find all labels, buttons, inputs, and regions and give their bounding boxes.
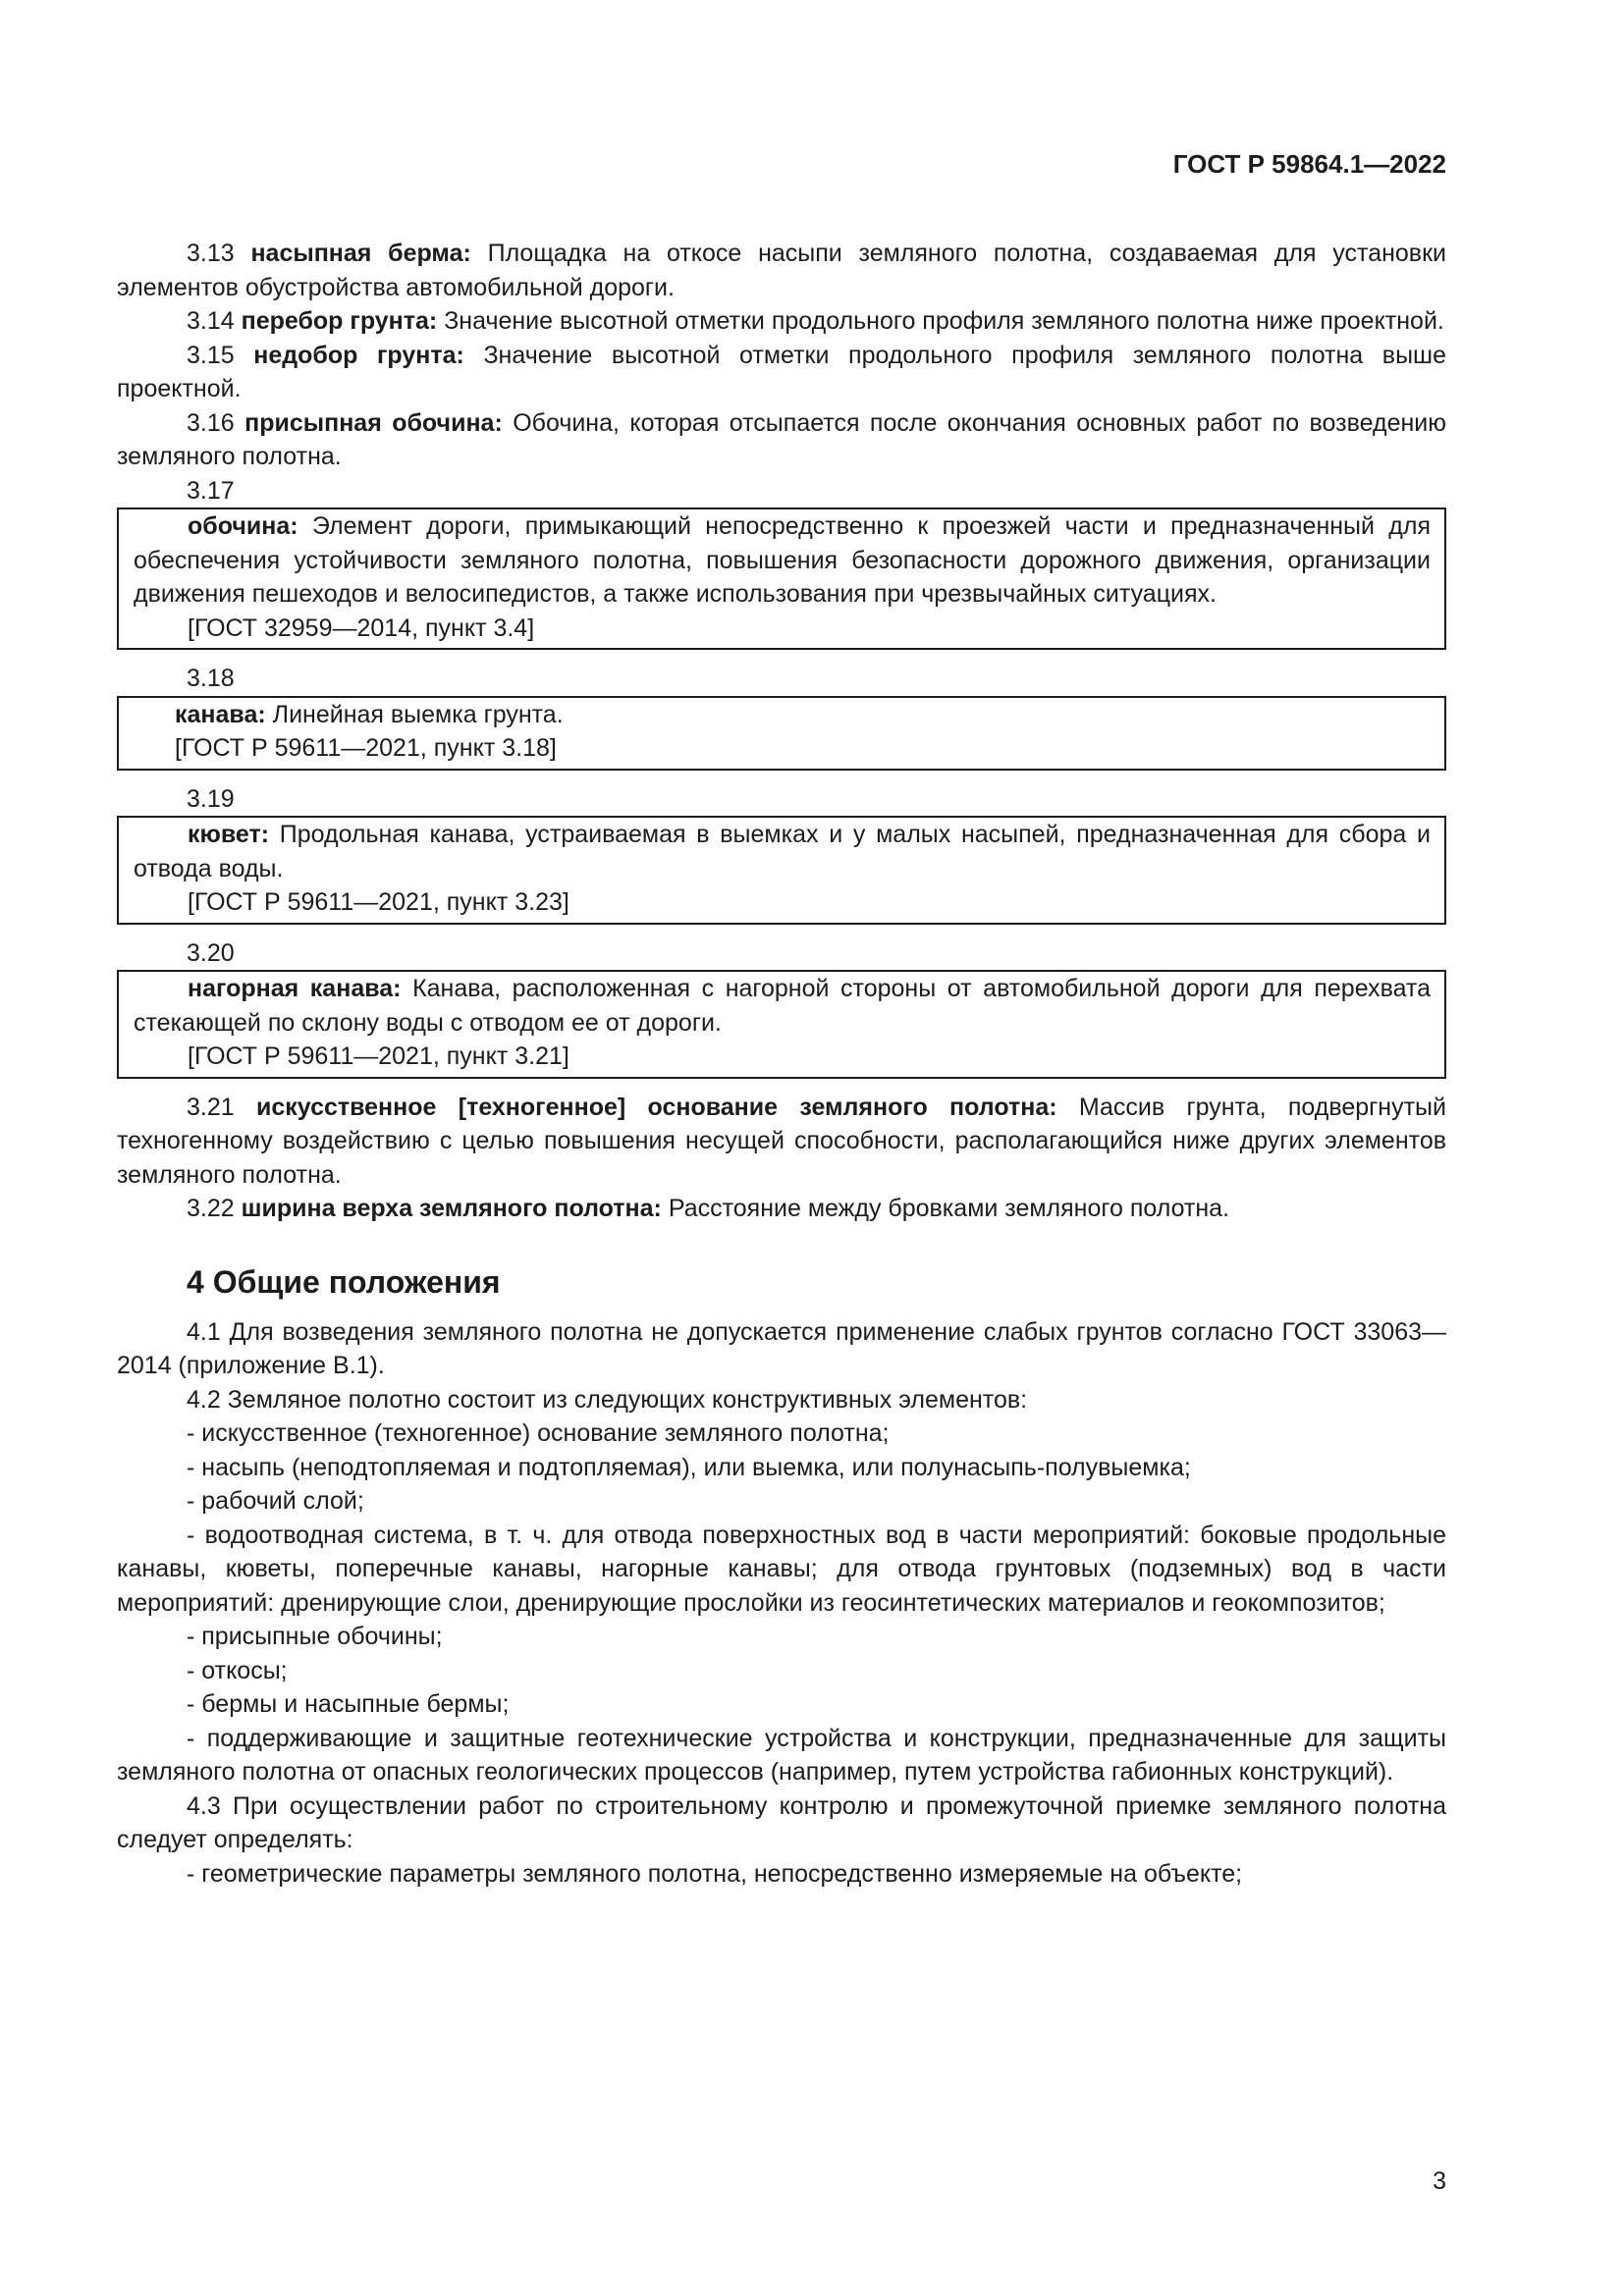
term-title: недобор грунта: xyxy=(253,341,464,369)
paragraph-4-3: 4.3 При осуществлении работ по строительному контролю и промежуточной приемке земляного полотна следует определять: xyxy=(117,1791,1446,1853)
term-definition-paragraph xyxy=(134,509,1431,612)
list-item: - насыпь (неподтопляемая и подтопляемая), или выемка, или полунасыпь-полувыемка; xyxy=(187,1453,1191,1481)
term-title: кювет: xyxy=(188,821,270,848)
term-title: насыпная берма: xyxy=(250,240,471,267)
term-title: искусственное [техногенное] основание земляного полотна: xyxy=(256,1093,1057,1121)
list-item: - искусственное (техногенное) основание земляного полотна; xyxy=(187,1419,890,1447)
term-title: присыпная обочина: xyxy=(244,408,503,437)
term-number: 3.14 xyxy=(187,307,235,335)
term-3-15 xyxy=(117,339,1446,406)
term-definition: Расстояние между бровками земляного полотна. xyxy=(668,1195,1230,1222)
term-3-21 xyxy=(117,1091,1446,1193)
term-box-3-19 xyxy=(117,816,1446,925)
term-definition: Продольная канава, устраиваемая в выемках и у малых насыпей, предназначенная для сбора и отвода воды. xyxy=(134,821,1431,882)
term-3-22 xyxy=(117,1192,1446,1226)
term-number-3-19: 3.19 xyxy=(187,784,235,813)
term-definition-paragraph xyxy=(134,698,1431,732)
term-number: 3.21 xyxy=(187,1093,235,1121)
list-item: - водоотводная система, в т. ч. для отвода поверхностных вод в части мероприятий: боковые продольные канавы, кюветы, поперечные канавы, нагорные канавы; для отвода грунтовых (подземных) вод в части мероприятий: дренирующие слои, дренирующие прослойки из геосинтетических материалов и геокомпозитов; xyxy=(117,1521,1446,1617)
term-number-3-18: 3.18 xyxy=(187,665,235,692)
term-number-3-20: 3.20 xyxy=(187,938,235,967)
term-definition: Канава, расположенная с нагорной стороны от автомобильной дороги для перехвата стекающей по склону воды с отводом ее от дороги. xyxy=(134,975,1431,1037)
term-title: канава: xyxy=(175,700,266,728)
term-title: перебор грунта: xyxy=(241,307,438,335)
term-title: ширина верха земляного полотна: xyxy=(241,1195,662,1222)
term-definition-paragraph xyxy=(134,818,1431,885)
term-source-reference: [ГОСТ Р 59611—2021, пункт 3.21] xyxy=(188,1042,569,1070)
term-definition: Обочина, которая отсыпается после окончания основных работ по возведению земляного полотна. xyxy=(117,408,1446,470)
term-definition: Массив грунта, подвергнутый техногенному воздействию с целью повышения несущей способности, располагающийся ниже других элементов земляного полотна. xyxy=(117,1093,1446,1189)
term-definition-paragraph xyxy=(134,972,1431,1040)
term-number: 3.15 xyxy=(187,341,235,369)
term-source-reference: [ГОСТ 32959—2014, пункт 3.4] xyxy=(188,614,535,642)
paragraph-4-1: 4.1 Для возведения земляного полотна не допускается применение слабых грунтов согласно ГОСТ 33063—2014 (приложение В.1). xyxy=(117,1317,1446,1379)
paragraph-4-2: 4.2 Земляное полотно состоит из следующих конструктивных элементов: xyxy=(187,1385,1028,1414)
list-item: - бермы и насыпные бермы; xyxy=(187,1690,510,1718)
term-title: нагорная канава: xyxy=(188,975,402,1002)
term-definition: Линейная выемка грунта. xyxy=(272,700,564,728)
term-number: 3.13 xyxy=(187,240,235,267)
term-definition: Значение высотной отметки продольного профиля земляного полотна ниже проектной. xyxy=(444,307,1444,335)
page-number: 3 xyxy=(1433,2167,1446,2195)
term-box-3-20 xyxy=(117,970,1446,1079)
term-3-16 xyxy=(117,406,1446,474)
list-item: - присыпные обочины; xyxy=(187,1623,443,1650)
term-definition: Площадка на откосе насыпи земляного полотна, создаваемая для установки элементов обустройства автомобильной дороги. xyxy=(117,240,1446,301)
term-number: 3.16 xyxy=(187,408,235,437)
term-3-14 xyxy=(117,304,1446,339)
list-item: - поддерживающие и защитные геотехнические устройства и конструкции, предназначенные для защиты земляного полотна от опасных геологических процессов (например, путем устройства габионных конструкций). xyxy=(117,1724,1446,1786)
section-heading: 4 Общие положения xyxy=(187,1263,501,1300)
standard-header: ГОСТ Р 59864.1—2022 xyxy=(1172,149,1446,179)
list-item: - откосы; xyxy=(187,1656,288,1684)
term-source-reference: [ГОСТ Р 59611—2021, пункт 3.23] xyxy=(188,888,569,916)
term-3-13 xyxy=(117,237,1446,304)
term-number: 3.22 xyxy=(187,1195,235,1222)
term-source-reference: [ГОСТ Р 59611—2021, пункт 3.18] xyxy=(175,734,557,762)
term-box-3-18 xyxy=(117,696,1446,771)
list-item: - рабочий слой; xyxy=(187,1487,364,1515)
term-title: обочина: xyxy=(188,512,298,540)
list-item: - геометрические параметры земляного полотна, непосредственно измеряемые на объекте; xyxy=(187,1859,1243,1888)
term-box-3-17 xyxy=(117,507,1446,650)
term-number-3-17: 3.17 xyxy=(187,476,235,505)
term-definition: Элемент дороги, примыкающий непосредственно к проезжей части и предназначенный для обеспечения устойчивости земляного полотна, повышения безопасности дорожного движения, организации движения пешеходов и велосипедистов, а также использования при чрезвычайных ситуациях. xyxy=(134,512,1431,608)
term-definition: Значение высотной отметки продольного профиля земляного полотна выше проектной. xyxy=(117,341,1447,402)
